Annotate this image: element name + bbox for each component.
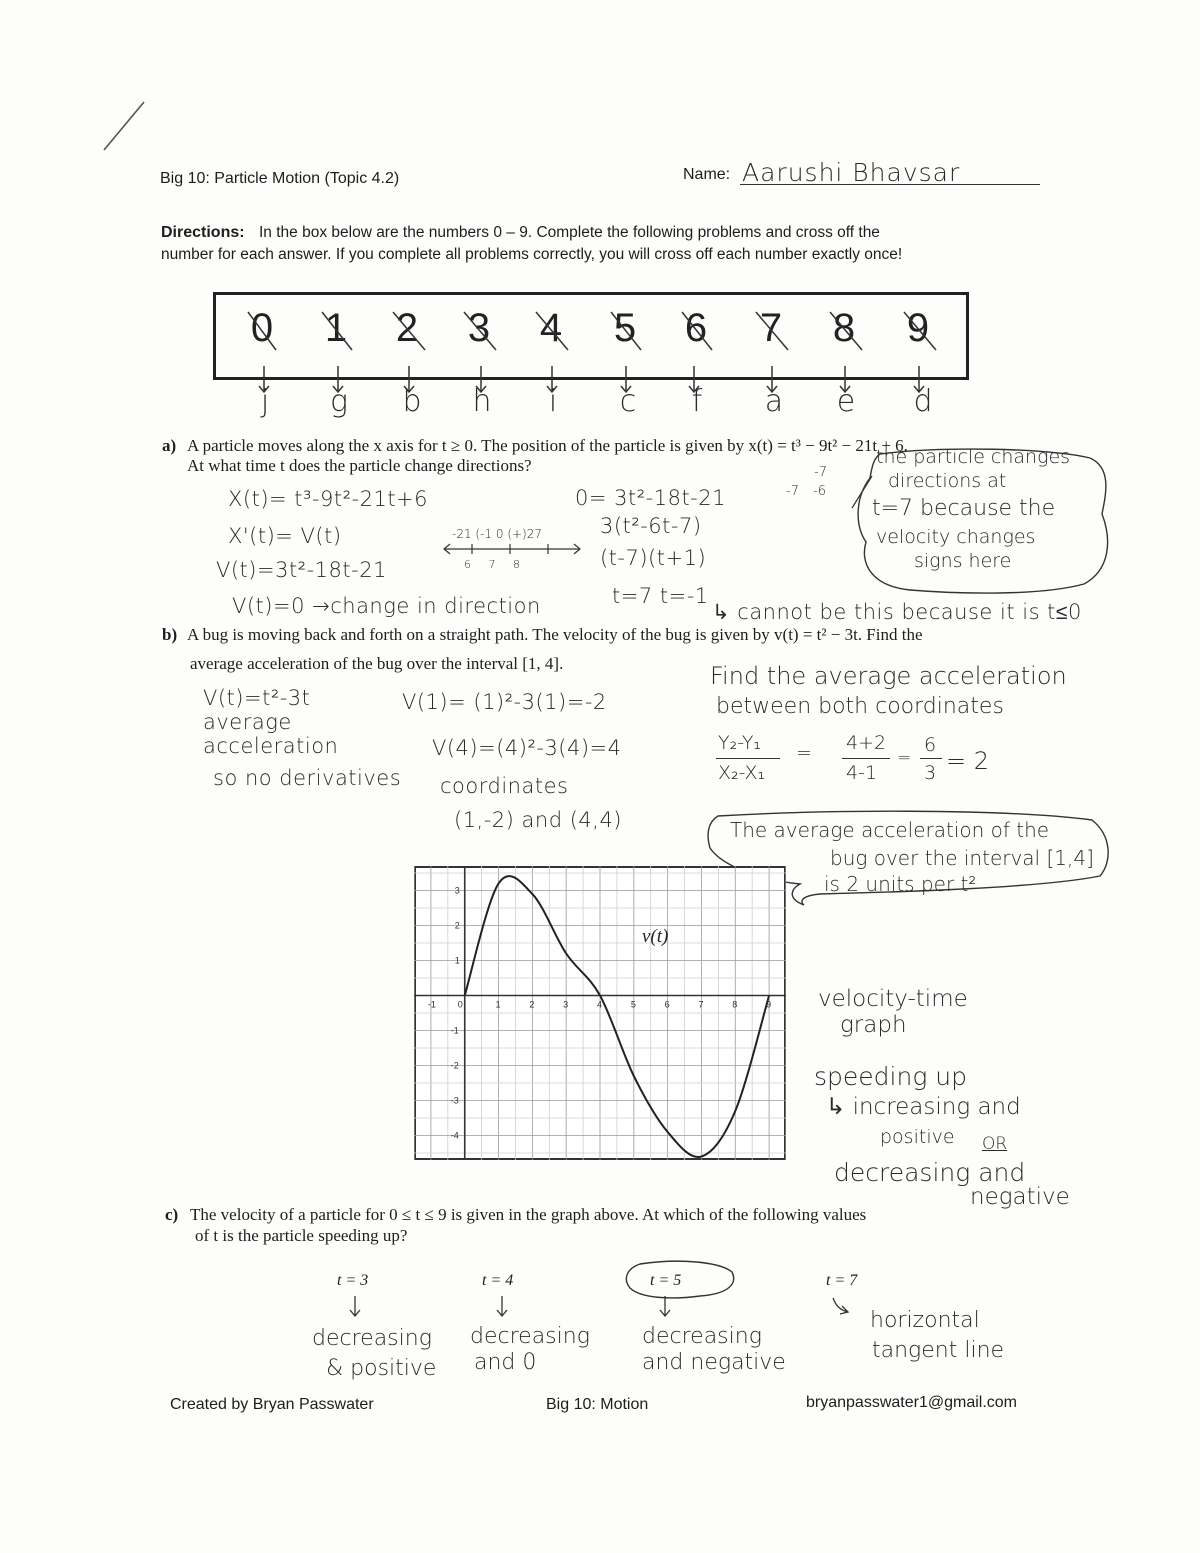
directions-line-2: number for each answer. If you complete all problems correctly, you will cross off each number exactly once! [161,246,903,263]
y-tick-label: 1 [454,955,460,966]
choice-t7-note-1: horizontal [870,1308,980,1333]
x-tick-label: 0 [457,999,463,1010]
problem-a-line-2: At what time t does the particle change directions? [187,456,532,475]
x-tick-label: -1 [427,999,436,1010]
work-a-factored: (t-7)(t+1) [600,546,707,570]
graph-note-negative: negative [970,1184,1070,1210]
work-a-set-zero: 0= 3t²-18t-21 [575,486,726,510]
footer-email: bryanpasswater1@gmail.com [806,1394,1017,1411]
sign-chart-test-points: 6 7 8 [464,558,520,571]
x-tick-label: 7 [698,999,704,1010]
choice-arrows [340,1294,900,1322]
y-tick-label: -3 [450,1095,459,1106]
graph-note-graph: graph [840,1012,907,1038]
slope-numerator: Y₂-Y₁ [718,732,762,754]
x-tick-label: 3 [563,999,569,1010]
y-tick-label: -1 [450,1025,459,1036]
digit-9: 9 [906,306,930,350]
letter-under-3: h [472,384,492,419]
answer-a-bubble [840,444,1120,604]
x-tick-label: 2 [529,999,535,1010]
side-calc-2: -7 -6 [786,484,827,499]
work-a-direction-note: V(t)=0 →change in direction [232,594,541,618]
digit-8: 8 [832,306,856,350]
x-tick-label: 1 [495,999,501,1010]
average-acceleration-result: = 2 [946,747,990,775]
footer-title: Big 10: Motion [546,1396,649,1413]
slope-denominator: X₂-X₁ [718,762,766,784]
graph-note-increasing: ↳ increasing and [826,1094,1021,1120]
answer-a-line-5: signs here [914,550,1012,572]
x-tick-label: 6 [664,999,670,1010]
cross-off-and-arrow-marks [0,0,1200,430]
value-numerator: 4+2 [846,732,887,754]
choice-t5-note-2: and negative [642,1350,786,1375]
choice-t5-note-1: decreasing [642,1324,762,1349]
graph-note-decreasing: decreasing and [834,1158,1026,1187]
work-b-v-at-1: V(1)= (1)²-3(1)=-2 [402,690,607,714]
simplified-fraction-bar [920,758,942,759]
digit-6: 6 [684,306,708,350]
work-b-no-derivatives: so no derivatives [213,766,402,790]
choice-t3: t = 3 [337,1272,369,1289]
work-a-velocity: V(t)=3t²-18t-21 [216,558,387,582]
letter-under-9: d [913,384,933,419]
name-label: Name: [683,166,731,183]
answer-a-line-1: the particle changes [876,446,1071,468]
choice-t7: t = 7 [826,1272,858,1289]
graph-note-velocity-time: velocity-time [818,986,968,1012]
value-fraction-bar [842,758,890,759]
y-tick-label: -4 [450,1130,459,1141]
problem-c-line-2: of t is the particle speeding up? [195,1226,408,1245]
letter-under-5: c [619,384,637,419]
answer-b-line-2: bug over the interval [1,4] [830,846,1094,870]
digit-3: 3 [467,306,491,350]
work-b-average: average [203,710,292,734]
letter-under-6: f [691,384,703,419]
choice-t3-note-1: decreasing [312,1326,432,1351]
work-b-find-line-1: Find the average acceleration [710,662,1067,690]
graph-note-or: OR [982,1134,1008,1154]
work-a-position: X(t)= t³-9t²-21t+6 [228,487,429,511]
problem-b-line-2: average acceleration of the bug over the interval [1, 4]. [190,654,564,673]
problem-b-label: b) [162,625,178,644]
letter-under-4: i [548,384,558,419]
graph-note-speeding-up: speeding up [814,1062,967,1091]
equals-sign-2: = [897,748,912,768]
digit-7: 7 [759,306,783,350]
worksheet-title: Big 10: Particle Motion (Topic 4.2) [160,170,400,187]
problem-a-line-1: A particle moves along the x axis for t ≥ 0. The position of the particle is given by x(t) = t³ − 9t² − 21t + 6. [187,436,908,455]
problem-a-label: a) [162,436,177,455]
work-a-reject-root: ↳ cannot be this because it is t≤0 [712,600,1082,624]
y-tick-label: 2 [454,920,460,931]
problem-b-line-1: A bug is moving back and forth on a straight path. The velocity of the bug is given by v(t) = t² − 3t. Find the [187,625,923,644]
student-name: Aarushi Bhavsar [742,158,961,187]
x-tick-label: 4 [597,999,603,1010]
choice-t4: t = 4 [482,1272,514,1289]
choice-t4-note-1: decreasing [470,1324,590,1349]
sign-chart-line [440,540,586,560]
velocity-time-graph [414,866,786,1160]
slope-fraction-bar [716,758,780,759]
x-tick-label: 8 [732,999,738,1010]
choice-t5: t = 5 [650,1272,682,1289]
answer-b-line-1: The average acceleration of the [730,818,1050,842]
work-b-acceleration: acceleration [203,734,339,758]
answer-b-line-3: is 2 units per t² [824,872,977,896]
footer-created-by: Created by Bryan Passwater [170,1396,374,1413]
work-a-factor-out: 3(t²-6t-7) [600,514,702,538]
letter-under-2: b [402,384,422,419]
digit-1: 1 [324,306,348,350]
digit-0: 0 [250,306,274,350]
answer-a-line-4: velocity changes [876,526,1036,548]
equals-sign-1: = [796,742,812,764]
choice-t4-note-2: and 0 [474,1350,537,1375]
simplified-numerator: 6 [924,734,937,756]
x-tick-label: 9 [766,999,772,1010]
y-tick-label: 3 [454,885,460,896]
directions-label: Directions: [161,224,245,241]
curve-label: v(t) [642,926,669,947]
answer-a-line-2: directions at [888,470,1007,492]
simplified-denominator: 3 [924,762,937,784]
x-tick-label: 5 [630,999,636,1010]
graph-note-positive: positive [880,1126,955,1148]
problem-c-line-1: The velocity of a particle for 0 ≤ t ≤ 9 is given in the graph above. At which of the following values [190,1205,867,1224]
letter-under-8: e [836,384,856,419]
sign-chart-values: -21 (-1 0 (+)27 [452,527,543,541]
answer-a-line-3: t=7 because the [872,496,1056,521]
side-calc-1: -7 [814,465,827,480]
digit-2: 2 [395,306,419,350]
choice-t3-note-2: & positive [326,1356,437,1381]
letter-under-1: g [329,384,348,419]
directions-line-1: In the box below are the numbers 0 – 9. Complete the following problems and cross off the [259,224,880,241]
work-b-velocity: V(t)=t²-3t [203,686,311,710]
digit-4: 4 [539,306,563,350]
work-b-v-at-4: V(4)=(4)²-3(4)=4 [432,736,622,760]
letter-under-0: j [260,384,270,419]
work-a-derivative: X'(t)= V(t) [228,524,342,548]
work-b-coordinates: (1,-2) and (4,4) [454,808,623,832]
work-a-roots: t=7 t=-1 [612,584,709,608]
work-b-coordinates-label: coordinates [440,774,569,798]
choice-t7-note-2: tangent line [872,1338,1005,1363]
letter-under-7: a [764,384,784,419]
problem-c-label: c) [165,1205,179,1224]
value-denominator: 4-1 [846,762,878,784]
digit-5: 5 [613,306,637,350]
y-tick-label: -2 [450,1060,459,1071]
work-b-find-line-2: between both coordinates [716,694,1004,719]
